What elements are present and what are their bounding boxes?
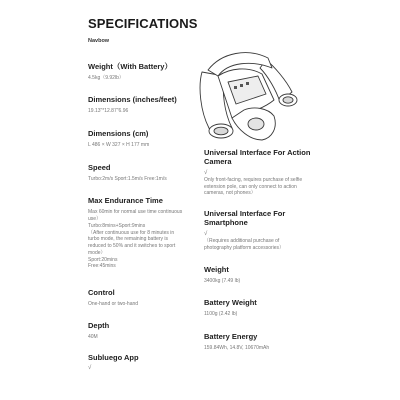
spec-label: Weight（With Battery）	[88, 62, 172, 71]
spec-battery-energy	[204, 332, 304, 352]
spec-value: 159.84Wh, 14.8V, 10670mAh	[204, 345, 270, 352]
spec-label: Dimensions (cm)	[88, 129, 149, 138]
spec-label: Battery Weight	[204, 298, 257, 307]
spec-value: 40M	[88, 334, 98, 341]
check-mark: √	[204, 169, 208, 176]
underwater-scooter-illustration	[188, 46, 304, 150]
spec-dimensions-cm	[88, 129, 188, 149]
spec-dimensions-inches	[88, 95, 192, 115]
spec-value: 19.13"*12.87"6.96	[88, 108, 129, 115]
spec-label: Universal Interface For Smartphone	[204, 209, 286, 228]
brand-name: Navbow	[88, 38, 110, 44]
spec-label: Speed	[88, 163, 111, 172]
spec-value: （Requires additional purchase of photography platform accessories）	[204, 237, 285, 251]
check-mark: √	[88, 365, 92, 372]
spec-label: Max Endurance Time	[88, 196, 163, 205]
spec-max-endurance-time	[88, 196, 184, 270]
spec-control	[88, 288, 188, 308]
spec-smartphone-interface	[204, 209, 304, 251]
check-mark: √	[204, 230, 208, 237]
spec-weight-with-battery	[88, 62, 188, 82]
spec-action-camera-interface	[204, 148, 312, 197]
spec-value: Only front-facing, requires purchase of selfie extension pole, can only connect to action cameras, not phones）	[204, 176, 303, 197]
spec-label: Battery Energy	[204, 332, 258, 341]
spec-value: 1100g (2.42 lb)	[204, 311, 238, 318]
spec-depth	[88, 321, 188, 341]
spec-subluego-app	[88, 353, 188, 371]
spec-value: L 486 × W 327 × H 177 mm	[88, 142, 150, 149]
spec-value: 3400kg (7.49 lb)	[204, 278, 241, 285]
spec-speed	[88, 163, 188, 183]
spec-label: Depth	[88, 321, 110, 330]
page-title: SPECIFICATIONS	[88, 16, 198, 31]
spec-value: Max 60min for normal use time continuous use） Turbo:8mins+Sport:9mins （After continuous use for 8 minutes in turbo mode, the remaining battery is reduced to 50% and it switches to sport mode） Sport:20mins Free:45mins	[88, 209, 183, 270]
spec-label: Universal Interface For Action Camera	[204, 148, 311, 167]
spec-label: Control	[88, 288, 115, 297]
spec-label: Dimensions (inches/feet)	[88, 95, 177, 104]
spec-battery-weight	[204, 298, 304, 318]
spec-label: Weight	[204, 265, 229, 274]
spec-weight	[204, 265, 304, 285]
spec-value: One-hand or two-hand	[88, 301, 139, 308]
spec-label: Subluego App	[88, 353, 139, 362]
spec-value: Turbo:2m/s Sport:1.5m/s Free:1m/s	[88, 176, 167, 183]
spec-value: 4.5kg（9.92lb）	[88, 75, 124, 82]
